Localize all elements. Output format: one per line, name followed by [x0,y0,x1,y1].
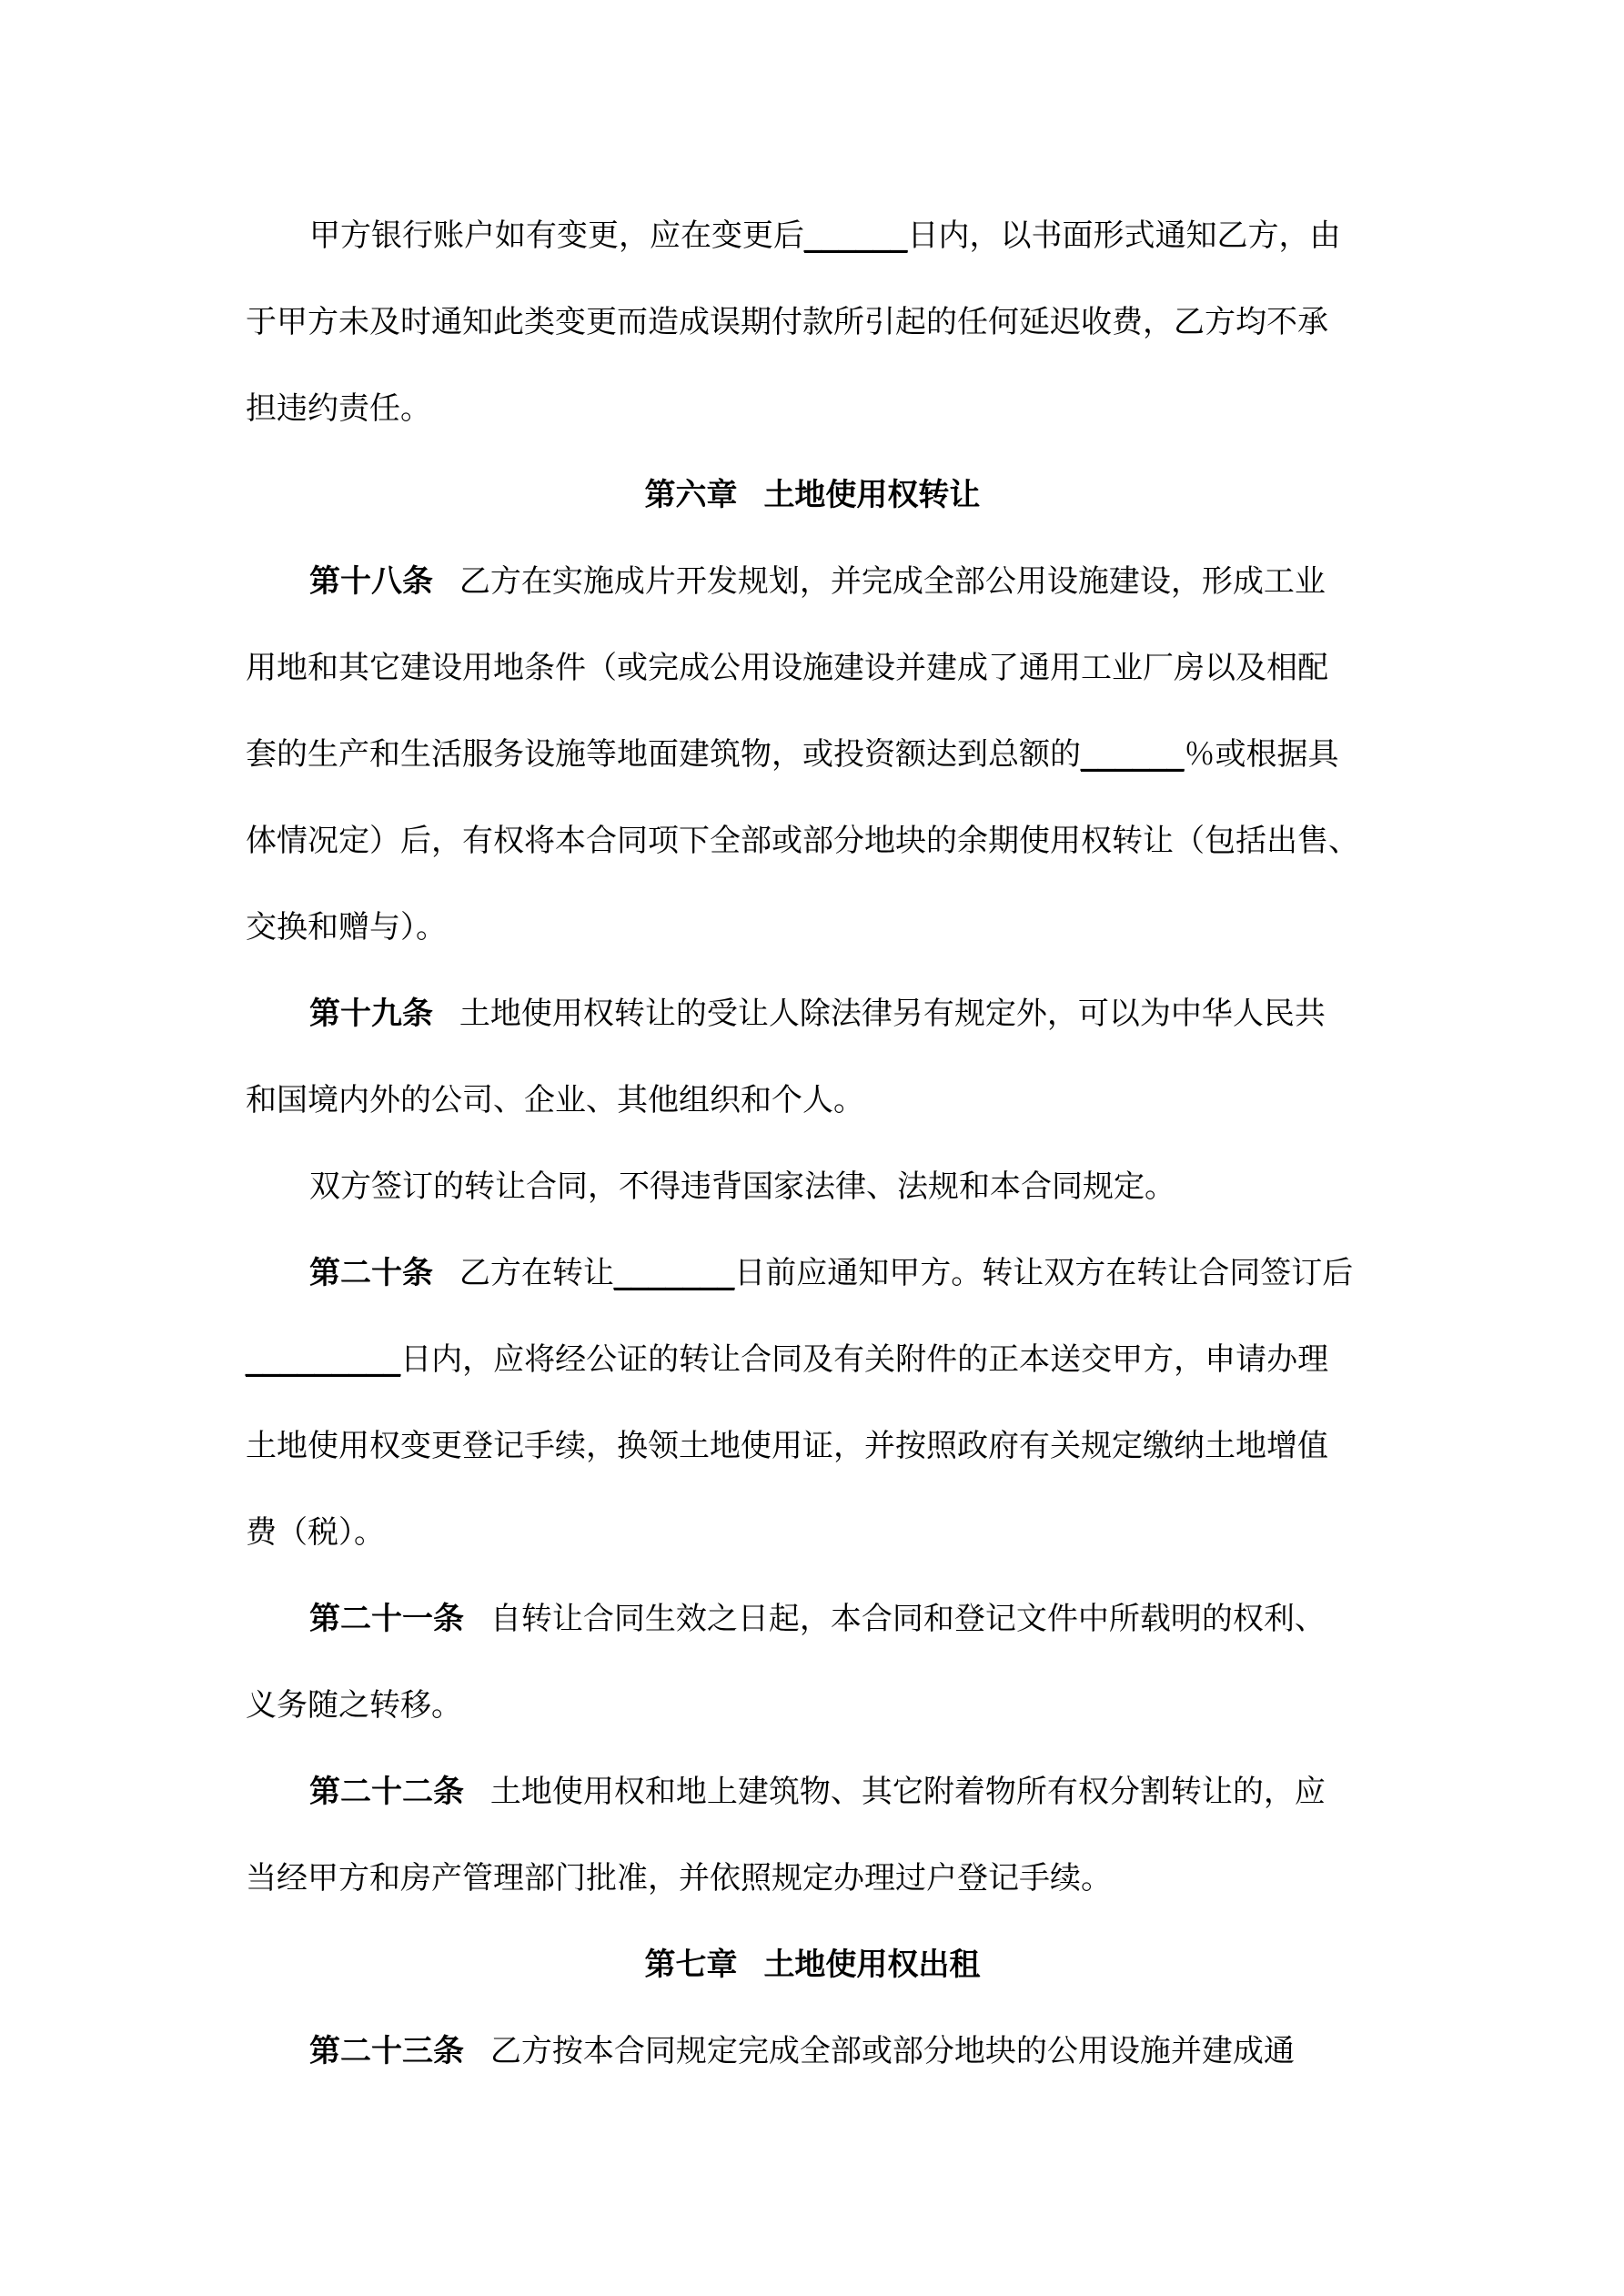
text-line [246,798,1379,885]
clause-21 [246,1576,1379,1749]
text-line [246,625,1379,712]
text-segment: 费（税）。 [246,1515,385,1550]
text-line [246,1144,1379,1230]
text-line [246,2008,1379,2095]
text-line [246,885,1379,971]
text-segment: 乙方在转让 [459,1256,614,1290]
text-line [246,971,1379,1057]
text-line [246,279,1379,366]
clause-19-paragraph-2 [246,1144,1379,1230]
clause-number-label: 第六章 [644,478,738,512]
text-line [246,1749,1379,1836]
clause-20 [246,1230,1379,1576]
text-segment: 土地使用权转让的受让人除法律另有规定外，可以为中华人民共 [459,996,1326,1031]
text-segment: 体情况定）后，有权将本合同项下全部或部分地块的余期使用权转让（包括出售、 [246,824,1359,858]
chapter-6-heading [246,452,1379,539]
document-body [246,193,1379,2095]
clause-18 [246,539,1379,971]
clause-number-label: 第十九条 [309,996,433,1031]
text-line [246,452,1379,539]
text-segment: 用地和其它建设用地条件（或完成公用设施建设并建成了通用工业厂房以及相配 [246,651,1328,685]
text-segment: 自转让合同生效之日起，本合同和登记文件中所载明的权利、 [489,1602,1326,1636]
text-segment: 担违约责任。 [246,391,431,426]
text-segment: 日内，以书面形式通知乙方，由 [907,218,1341,253]
clause-number-label: 第七章 [644,1947,738,1982]
text-line [246,712,1379,798]
text-segment: 交换和赠与）。 [246,910,447,945]
text-line [246,193,1379,279]
fill-in-blank: ______ [1081,737,1185,772]
text-segment: ％或根据具 [1184,737,1339,772]
clause-22 [246,1749,1379,1922]
text-line [246,1663,1379,1749]
text-segment: 套的生产和生活服务设施等地面建筑物，或投资额达到总额的 [246,737,1081,772]
text-segment: 乙方在实施成片开发规划，并完成全部公用设施建设，形成工业 [459,564,1326,599]
clause-number-label: 第二十条 [309,1256,433,1290]
text-segment: 于甲方未及时通知此类变更而造成误期付款所引起的任何延迟收费，乙方均不承 [246,305,1328,339]
text-line [246,1317,1379,1403]
text-segment: 土地使用权和地上建筑物、其它附着物所有权分割转让的，应 [489,1775,1326,1809]
clause-number-label: 第二十一条 [309,1602,464,1636]
text-line [246,1836,1379,1922]
fill-in-blank: _______ [613,1256,735,1290]
clause-number-label: 第十八条 [309,564,433,599]
text-segment: 土地使用权出租 [763,1947,981,1982]
clause-19 [246,971,1379,1144]
fill-in-blank: _________ [246,1342,401,1377]
text-line [246,1403,1379,1490]
text-segment: 和国境内外的公司、企业、其他组织和个人。 [246,1083,864,1118]
text-segment: 义务随之转移。 [246,1688,462,1723]
text-segment: 日内，应将经公证的转让合同及有关附件的正本送交甲方，申请办理 [400,1342,1329,1377]
text-line [246,366,1379,452]
text-line [246,1576,1379,1663]
text-line [246,1922,1379,2008]
fill-in-blank: ______ [804,218,908,253]
text-line [246,1057,1379,1144]
text-segment: 土地使用权变更登记手续，换领土地使用证，并按照政府有关规定缴纳土地增值 [246,1429,1328,1463]
text-segment: 土地使用权转让 [763,478,981,512]
text-segment: 当经甲方和房产管理部门批准，并依照规定办理过户登记手续。 [246,1861,1112,1896]
chapter-7-heading [246,1922,1379,2008]
text-segment: 甲方银行账户如有变更，应在变更后 [309,218,804,253]
clause-number-label: 第二十二条 [309,1775,464,1809]
clause-bank-account-change [246,193,1379,452]
text-segment: 乙方按本合同规定完成全部或部分地块的公用设施并建成通 [489,2034,1295,2068]
text-line [246,1230,1379,1317]
clause-23 [246,2008,1379,2095]
text-line [246,539,1379,625]
text-segment: 日前应通知甲方。转让双方在转让合同签订后 [734,1256,1354,1290]
clause-number-label: 第二十三条 [309,2034,464,2068]
text-segment: 双方签订的转让合同，不得违背国家法律、法规和本合同规定。 [309,1169,1175,1204]
text-line [246,1490,1379,1576]
